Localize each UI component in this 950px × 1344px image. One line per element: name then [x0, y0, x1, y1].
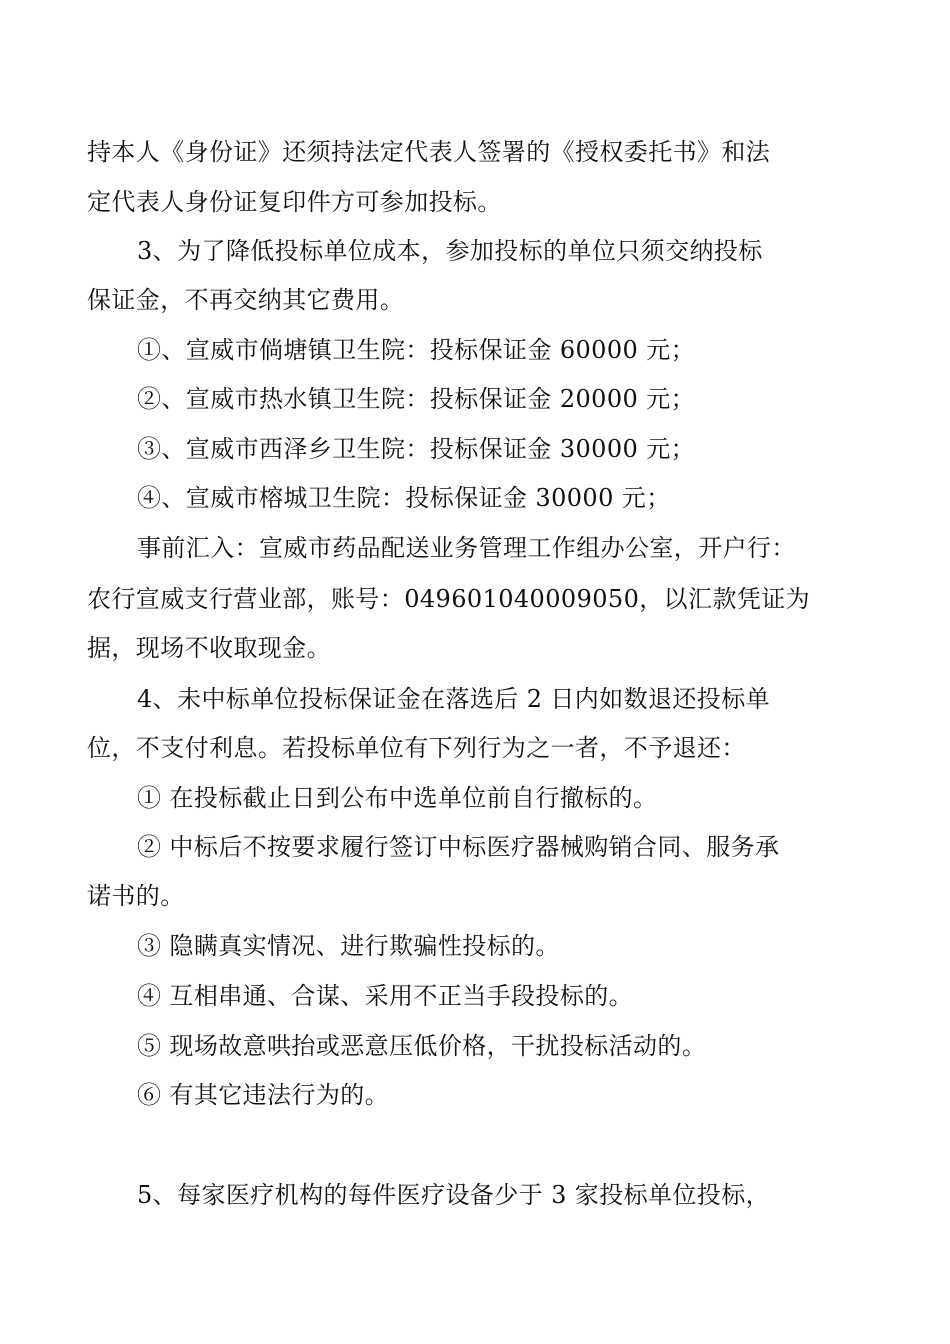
text-line: 农行宣威支行营业部，账号：049601040009050，以汇款凭证为: [87, 585, 811, 613]
text-line: ⑤ 现场故意哄抬或恶意压低价格，干扰投标活动的。: [137, 1032, 707, 1060]
text-line: 持本人《身份证》还须持法定代表人签署的《授权委托书》和法: [87, 138, 771, 166]
text-line: ② 中标后不按要求履行签订中标医疗器械购销合同、服务承: [137, 833, 780, 861]
text-line: 据，现场不收取现金。: [87, 634, 331, 662]
text-line: 4、未中标单位投标保证金在落选后 2 日内如数退还投标单: [137, 685, 770, 713]
text-line: ④ 互相串通、合谋、采用不正当手段投标的。: [137, 982, 634, 1010]
text-line: ⑥ 有其它违法行为的。: [137, 1081, 390, 1109]
text-line: ④、宣威市榕城卫生院：投标保证金 30000 元；: [137, 484, 671, 512]
text-line: 保证金，不再交纳其它费用。: [87, 286, 405, 314]
text-line: 位，不支付利息。若投标单位有下列行为之一者，不予退还：: [87, 734, 746, 762]
text-line: ②、宣威市热水镇卫生院：投标保证金 20000 元；: [137, 385, 696, 413]
text-line: 事前汇入：宣威市药品配送业务管理工作组办公室，开户行：: [137, 534, 796, 562]
text-line: ① 在投标截止日到公布中选单位前自行撤标的。: [137, 784, 658, 812]
text-line: ①、宣威市倘塘镇卫生院：投标保证金 60000 元；: [137, 336, 696, 364]
text-line: ③ 隐瞒真实情况、进行欺骗性投标的。: [137, 932, 560, 960]
text-line: 3、为了降低投标单位成本，参加投标的单位只须交纳投标: [137, 237, 763, 265]
text-line: 5、每家医疗机构的每件医疗设备少于 3 家投标单位投标，: [137, 1181, 770, 1209]
text-line: ③、宣威市西泽乡卫生院：投标保证金 30000 元；: [137, 435, 696, 463]
text-line: 诺书的。: [87, 882, 185, 910]
text-line: 定代表人身份证复印件方可参加投标。: [87, 188, 502, 216]
